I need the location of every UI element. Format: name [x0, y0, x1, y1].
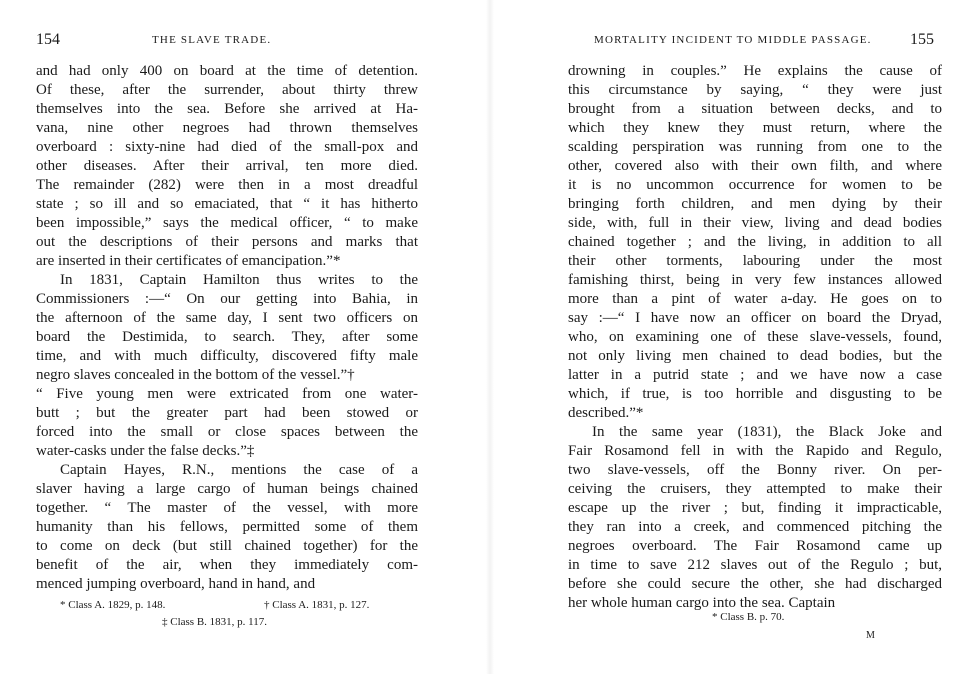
left-footnote-c: ‡ Class B. 1831, p. 117.: [162, 616, 268, 628]
left-footnote-b: † Class A. 1831, p. 127.: [264, 599, 370, 611]
text-line: menced jumping overboard, hand in hand, and: [36, 576, 316, 592]
text-line: time, and with much difficulty, discovered fifty male: [36, 348, 418, 364]
text-line: In the same year (1831), the Black Joke and: [592, 424, 942, 440]
text-line: say :—“ I have now an officer on board the Dryad,: [568, 310, 942, 326]
text-line: drowning in couples.” He explains the cause of: [568, 63, 942, 79]
text-line: humanity than his fellows, permitted some of them: [36, 519, 418, 535]
text-line: which they knew they must return, where the: [568, 120, 942, 136]
text-line: Fair Rosamond fell in with the Rapido and Regulo,: [568, 443, 942, 459]
text-line: in time to save 212 slaves out of the Regulo ; but,: [568, 557, 942, 573]
text-line: this circumstance by saying, “ they were just: [568, 82, 942, 98]
text-line: side, with, full in their view, living and dead bodies: [568, 215, 942, 231]
text-line: other, covered also with their own filth, and where: [568, 158, 942, 174]
text-line: Of these, after the surrender, about thirty threw: [36, 82, 418, 98]
text-line: water-casks under the false decks.”‡: [36, 443, 255, 459]
right-running-head: MORTALITY INCIDENT TO MIDDLE PASSAGE.: [594, 34, 872, 46]
text-line: The remainder (282) were then in a most dreadful: [36, 177, 418, 193]
text-line: other diseases. After their arrival, ten more died.: [36, 158, 418, 174]
text-line: “ Five young men were extricated from one water-: [36, 386, 418, 402]
text-line: bringing forth children, and men dying by their: [568, 196, 942, 212]
text-line: which, if true, is too horrible and disgusting to be: [568, 386, 942, 402]
text-line: more than a pint of water a-day. He goes on to: [568, 291, 942, 307]
text-line: board the Destimida, to search. They, after some: [36, 329, 418, 345]
text-line: famishing thirst, being in very few instances allowed: [568, 272, 942, 288]
text-line: to come on deck (but still chained together) for the: [36, 538, 418, 554]
text-line: benefit of the air, when they immediately com-: [36, 557, 418, 573]
text-line: the afternoon of the same day, I sent two officers on: [36, 310, 418, 326]
signature-mark: M: [866, 630, 875, 641]
text-line: latter in a putrid state ; and we have now a case: [568, 367, 942, 383]
text-line: two slave-vessels, off the Bonny river. On per-: [568, 462, 942, 478]
left-running-head: THE SLAVE TRADE.: [152, 34, 272, 46]
text-line: escape up the river ; but, finding it impracticable,: [568, 500, 942, 516]
right-footnote-a: * Class B. p. 70.: [712, 611, 785, 623]
text-line: who, on examining one of these slave-vessels, found,: [568, 329, 942, 345]
text-line: before she could secure the other, she had discharged: [568, 576, 942, 592]
text-line: they ran into a creek, and commenced pitching the: [568, 519, 942, 535]
right-page-body: [568, 62, 942, 613]
text-line: In 1831, Captain Hamilton thus writes to the: [60, 272, 418, 288]
left-page-number: 154: [36, 31, 60, 48]
text-line: forced into the small or close spaces between the: [36, 424, 418, 440]
text-line: state ; so ill and so emaciated, that “ it has hitherto: [36, 196, 418, 212]
text-line: it is no uncommon occurrence for women to be: [568, 177, 942, 193]
text-line: Captain Hayes, R.N., mentions the case of a: [60, 462, 418, 478]
text-line: overboard : sixty-nine had died of the small-pox and: [36, 139, 418, 155]
text-line: out the descriptions of their persons and marks that: [36, 234, 418, 250]
text-line: been impossible,” says the medical officer, “ to make: [36, 215, 418, 231]
text-line: negro slaves concealed in the bottom of the vessel.”†: [36, 367, 355, 383]
right-page-number: 155: [910, 31, 934, 48]
text-line: together. “ The master of the vessel, with more: [36, 500, 418, 516]
text-line: her whole human cargo into the sea. Captain: [568, 595, 836, 611]
text-line: their other torments, labouring under the most: [568, 253, 942, 269]
text-line: and had only 400 on board at the time of detention.: [36, 63, 418, 79]
text-line: vana, nine other negroes had thrown themselves: [36, 120, 418, 136]
text-line: not only living men chained to dead bodies, but the: [568, 348, 942, 364]
text-line: Commissioners :—“ On our getting into Bahia, in: [36, 291, 418, 307]
text-line: butt ; but the greater part had been stowed or: [36, 405, 418, 421]
left-page-body: [36, 62, 418, 594]
left-footnote-a: * Class A. 1829, p. 148.: [60, 599, 166, 611]
text-line: brought from a situation between decks, and to: [568, 101, 942, 117]
text-line: negroes overboard. The Fair Rosamond came up: [568, 538, 942, 554]
text-line: described.”*: [568, 405, 644, 421]
text-line: themselves into the sea. Before she arrived at Ha-: [36, 101, 418, 117]
text-line: chained together ; and the living, in addition to all: [568, 234, 942, 250]
text-line: scalding perspiration was running from one to the: [568, 139, 942, 155]
right-page: [490, 0, 980, 674]
text-line: are inserted in their certificates of emancipation.”*: [36, 253, 341, 269]
text-line: slaver having a large cargo of human beings chained: [36, 481, 418, 497]
text-line: ceiving the cruisers, they attempted to make their: [568, 481, 942, 497]
